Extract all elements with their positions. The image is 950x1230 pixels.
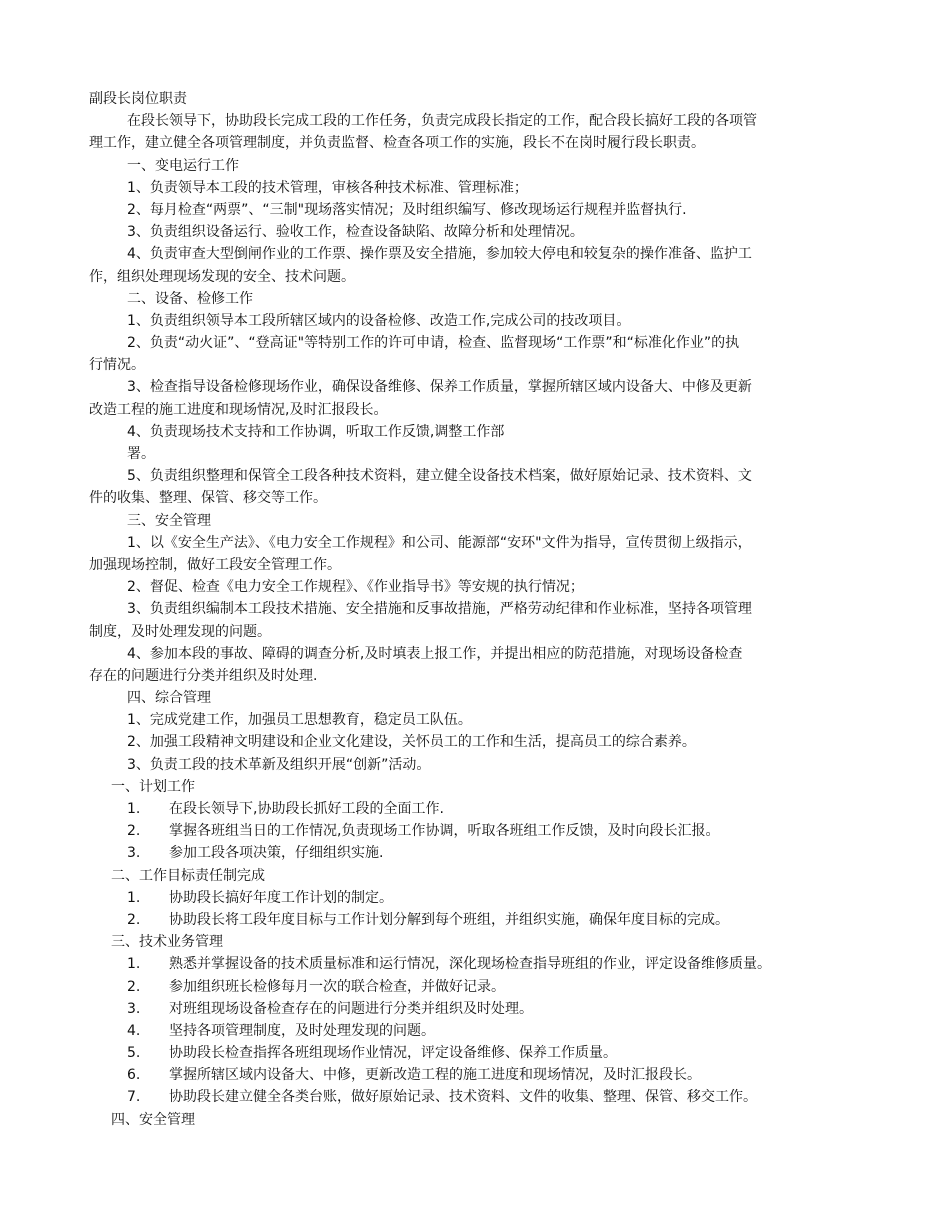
text-line: 存在的问题进行分类并组织及时处理.: [89, 667, 318, 684]
text-line: 四、安全管理: [111, 1111, 195, 1128]
list-item-text: 参加组织班长检修每月一次的联合检查，并做好记录。: [169, 978, 505, 995]
list-number: 6.: [127, 1067, 141, 1084]
text-line: 1、负责领导本工段的技术管理，审核各种技术标准、管理标准；: [127, 179, 528, 196]
list-item-text: 在段长领导下,协助段长抓好工段的全面工作.: [169, 801, 444, 817]
document-title: 副段长岗位职责: [89, 91, 187, 107]
text-line: 件的收集、整理、保管、移交等工作。: [89, 490, 327, 507]
list-number: 7.: [127, 1089, 141, 1106]
numbered-list-item: [89, 1086, 869, 1108]
text-line: 1、完成党建工作，加强员工思想教育，稳定员工队伍。: [127, 712, 472, 729]
list-item-text: 掌握各班组当日的工作情况,负责现场工作协调，听取各班组工作反馈，及时向段长汇报。: [169, 823, 720, 840]
text-line: 理工作，建立健全各项管理制度，并负责监督、检查各项工作的实施，段长不在岗时履行段长职责。: [89, 135, 705, 152]
list-item-text: 坚持各项管理制度，及时处理发现的问题。: [169, 1022, 435, 1039]
text-line: 3、检查指导设备检修现场作业，确保设备维修、保养工作质量，掌握所辖区域内设备大、中修及更新: [127, 379, 752, 396]
list-number: 4.: [127, 1022, 141, 1039]
text-line: 一、变电运行工作: [127, 157, 239, 174]
list-number: 1.: [127, 889, 141, 906]
list-number: 3.: [127, 845, 141, 862]
text-line: 加强现场控制，做好工段安全管理工作。: [89, 556, 341, 573]
list-item-text: 熟悉并掌握设备的技术质量标准和运行情况，深化现场检查指导班组的作业，评定设备维修质量。: [169, 956, 771, 973]
numbered-list-item: [89, 953, 869, 975]
list-item-text: 协助段长建立健全各类台账，做好原始记录、技术资料、文件的收集、整理、保管、移交工作。: [169, 1089, 757, 1106]
numbered-list-item: [89, 820, 869, 842]
list-number: 3.: [127, 1000, 141, 1017]
text-line: 4、参加本段的事故、障碍的调查分析,及时填表上报工作，并提出相应的防范措施，对现场设备检查: [127, 645, 743, 662]
list-number: 1.: [127, 956, 141, 973]
list-item-text: 掌握所辖区域内设备大、中修，更新改造工程的施工进度和现场情况，及时汇报段长。: [169, 1067, 701, 1084]
numbered-list-item: [89, 887, 869, 909]
text-line: 在段长领导下，协助段长完成工段的工作任务，负责完成段长指定的工作，配合段长搞好工段的各项管: [127, 113, 757, 130]
document-body: [89, 88, 869, 1131]
text-line: 二、设备、检修工作: [127, 290, 253, 307]
text-line: 4、负责现场技术支持和工作协调，听取工作反馈,调整工作部: [127, 423, 505, 440]
list-number: 5.: [127, 1045, 141, 1062]
text-line: 改造工程的施工进度和现场情况,及时汇报段长。: [89, 401, 388, 418]
text-line: 2、负责“动火证”、“登高证"等特别工作的许可申请，检查、监督现场“工作票”和“标准化作业”的执: [127, 335, 740, 352]
text-line: 3、负责组织设备运行、验收工作，检查设备缺陷、故障分析和处理情况。: [127, 224, 584, 241]
list-item-text: 协助段长搞好年度工作计划的制定。: [169, 889, 393, 906]
numbered-list-item: [89, 909, 869, 931]
list-item-text: 对班组现场设备检查存在的问题进行分类并组织及时处理。: [169, 1000, 533, 1017]
text-line: 三、技术业务管理: [111, 934, 223, 951]
numbered-list-item: [89, 998, 869, 1020]
text-line: 三、安全管理: [127, 512, 211, 529]
text-line: 3、负责组织编制本工段技术措施、安全措施和反事故措施，严格劳动纪律和作业标准，坚持各项管理: [127, 601, 752, 618]
list-item-text: 参加工段各项决策，仔细组织实施.: [169, 845, 384, 862]
list-number: 2.: [127, 978, 141, 995]
text-line: 二、工作目标责任制完成: [111, 867, 265, 884]
list-item-text: 协助段长检查指挥各班组现场作业情况，评定设备维修、保养工作质量。: [169, 1045, 617, 1062]
numbered-list-item: [89, 976, 869, 998]
text-line: 署。: [127, 446, 155, 462]
list-number: 2.: [127, 823, 141, 840]
numbered-list-item: [89, 1064, 869, 1086]
numbered-list-item: [89, 798, 869, 820]
text-line: 一、计划工作: [111, 778, 195, 795]
text-line: 2、每月检查“两票”、“三制"现场落实情况；及时组织编写、修改现场运行规程并监督执行.: [127, 201, 687, 218]
list-number: 2.: [127, 911, 141, 928]
text-line: 1、负责组织领导本工段所辖区域内的设备检修、改造工作,完成公司的技改项目。: [127, 312, 631, 329]
text-line: 3、负责工段的技术革新及组织开展“创新”活动。: [127, 756, 431, 773]
numbered-list-item: [89, 842, 869, 864]
numbered-list-item: [89, 1042, 869, 1064]
list-number: 1.: [127, 801, 141, 817]
text-line: 4、负责审查大型倒闸作业的工作票、操作票及安全措施，参加较大停电和较复杂的操作准备、监护工: [127, 246, 752, 263]
text-line: 2、督促、检查《电力安全工作规程》、《作业指导书》等安规的执行情况；: [127, 579, 584, 596]
list-item-text: 协助段长将工段年度目标与工作计划分解到每个班组，并组织实施，确保年度目标的完成。: [169, 911, 729, 928]
text-line: 5、负责组织整理和保管全工段各种技术资料，建立健全设备技术档案，做好原始记录、技术资料、文: [127, 468, 752, 485]
text-line: 2、加强工段精神文明建设和企业文化建设，关怀员工的工作和生活，提高员工的综合素养。: [127, 734, 696, 751]
text-line: 制度，及时处理发现的问题。: [89, 623, 271, 640]
text-line: 四、综合管理: [127, 690, 211, 707]
text-line: 1、以《安全生产法》、《电力安全工作规程》和公司、能源部“安环"文件为指导，宣传贯彻上级指示，: [127, 534, 752, 551]
text-line: 行情况。: [89, 357, 145, 374]
text-line: 作，组织处理现场发现的安全、技术问题。: [89, 268, 355, 285]
numbered-list-item: [89, 1020, 869, 1042]
